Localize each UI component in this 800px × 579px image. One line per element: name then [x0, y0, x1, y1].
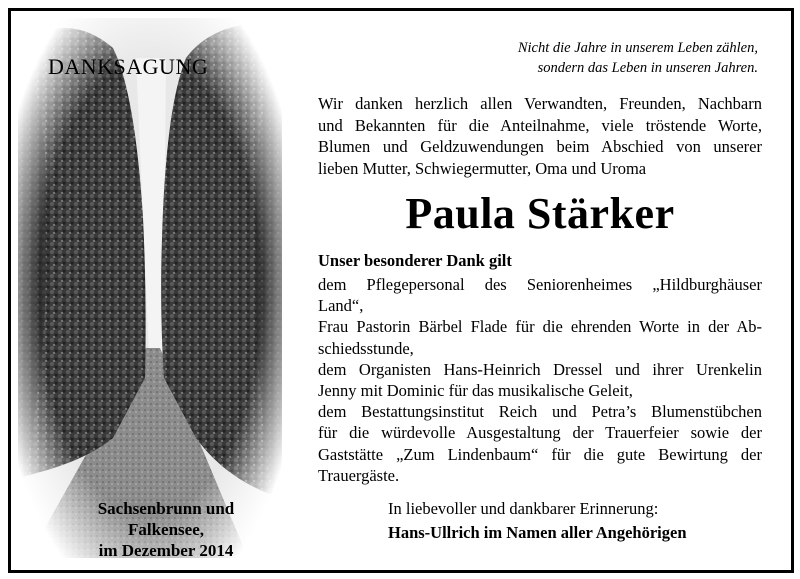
thanks-line: Frau Pastorin Bärbel Flade für die ehrenden Worte in der Ab- [318, 317, 762, 337]
special-thanks-heading: Unser besonderer Dank gilt [318, 251, 512, 270]
thanks-line: dem Bestattungsinstitut Reich und Petra’s Blumenstübchen [318, 402, 762, 422]
special-thanks-list [318, 274, 762, 486]
tree-alley-image [18, 18, 282, 558]
thanks-line: Trauergäste. [318, 465, 400, 485]
thanks-line: dem Pflegepersonal des Seniorenheimes „Hildburghäuser [318, 275, 762, 294]
signature: Hans-Ullrich im Namen aller Angehörigen [388, 523, 687, 542]
intro-line: Wir danken herzlich allen Verwandten, Freunden, Nachbarn [318, 94, 762, 113]
title-danksagung: DANKSAGUNG [48, 54, 209, 79]
thanks-line: dem Organisten Hans-Heinrich Dressel und ihrer Urenkelin [318, 359, 762, 379]
alley-photo [18, 18, 282, 558]
date-line: im Dezember 2014 [98, 541, 234, 558]
thanks-line: Gaststätte „Zum Lindenbaum“ für die gute Bewirtung der [318, 444, 762, 464]
place-line: Falkensee, [127, 520, 205, 539]
thanks-line: Land“, [318, 296, 364, 316]
quote-line: sondern das Leben in unseren Jahren. [537, 60, 758, 76]
intro-line: und Bekannten für die Anteilnahme, viele tröstende Worte, [318, 115, 762, 135]
place-line: Sachsenbrunn und [97, 499, 235, 518]
place-and-date [76, 498, 256, 558]
thanks-line: schiedsstunde, [318, 338, 414, 358]
thanks-line: Jenny mit Dominic für das musikalische Geleit, [318, 381, 633, 401]
thanks-line: für die würdevolle Ausgestaltung der Trauerfeier sowie der [318, 423, 762, 443]
motto-quote [458, 38, 758, 78]
intro-paragraph [318, 93, 762, 179]
closing-line: In liebevoller und dankbarer Erinnerung: [388, 499, 659, 518]
deceased-name: Paula Stärker [405, 189, 675, 238]
intro-line: Blumen und Geldzuwendungen beim Abschied von unserer [318, 137, 762, 156]
quote-line: Nicht die Jahre in unserem Leben zählen, [517, 40, 758, 56]
intro-line: lieben Mutter, Schwiegermutter, Oma und Uroma [318, 158, 647, 178]
